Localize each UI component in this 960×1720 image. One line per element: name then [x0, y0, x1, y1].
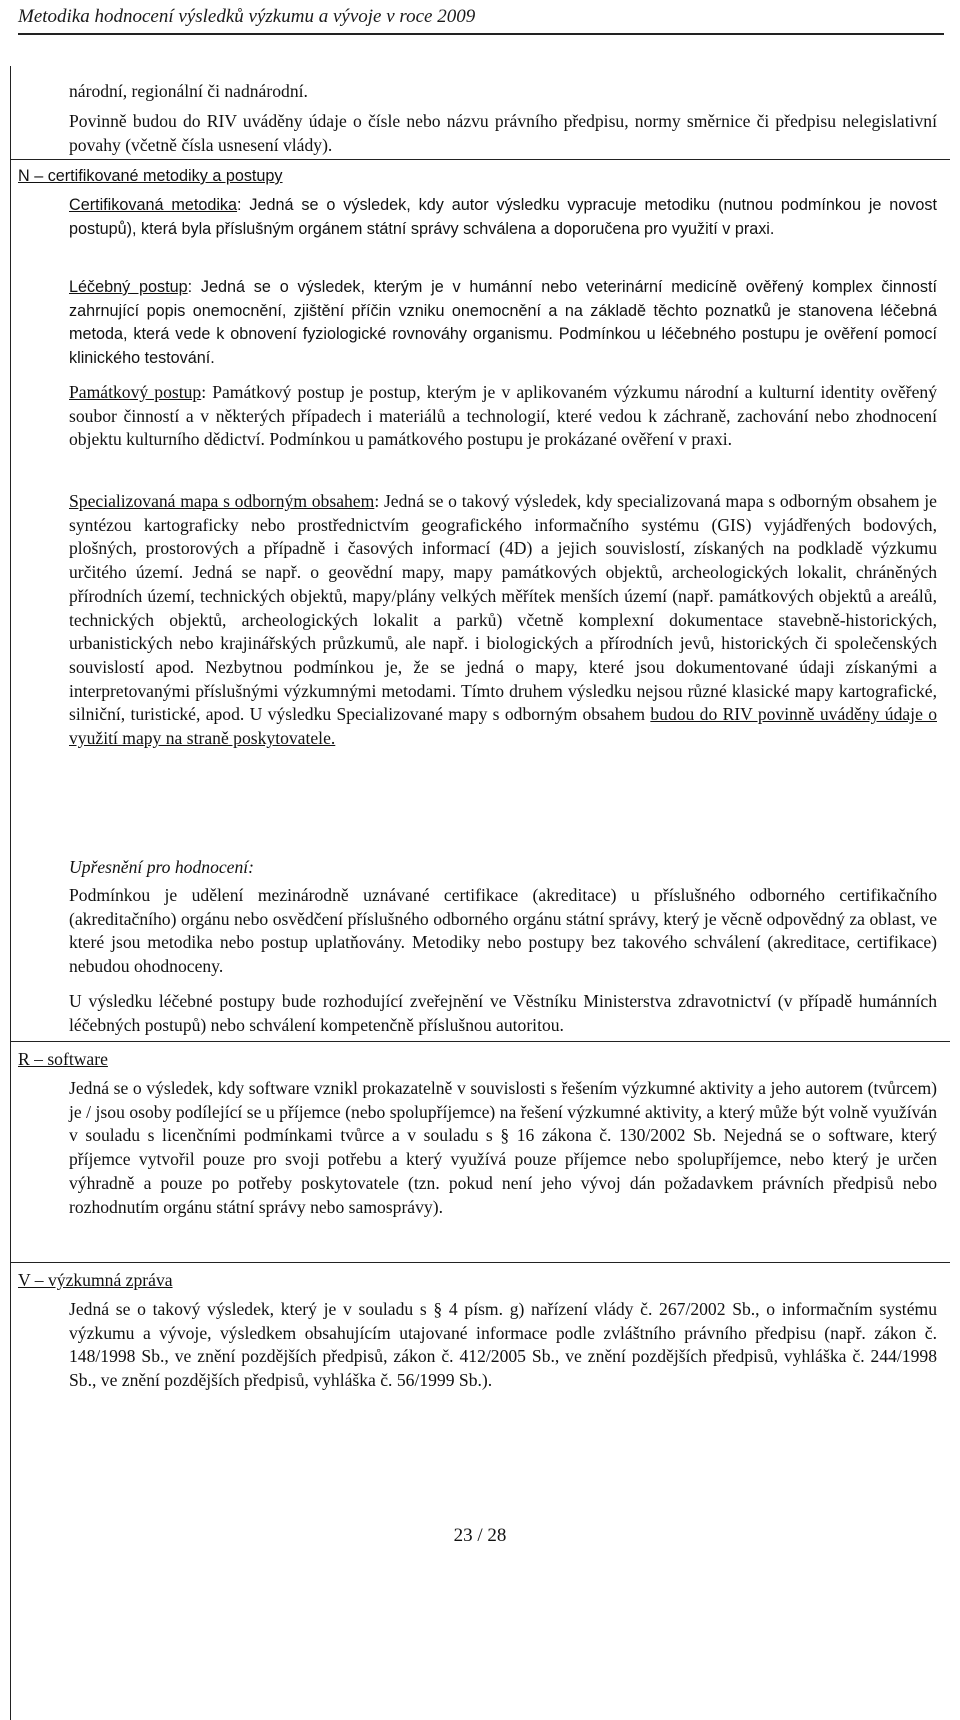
- divider-before-v: [10, 1262, 950, 1263]
- page-number: 23 / 28: [453, 1525, 507, 1546]
- left-frame-rule: [10, 66, 11, 1720]
- upresneni-heading: Upřesnění pro hodnocení:: [69, 857, 255, 877]
- header-title: Metodika hodnocení výsledků výzkumu a vývoje v roce 2009: [18, 6, 476, 27]
- section-r-title: R – software: [18, 1049, 108, 1069]
- section-r-heading: [18, 1047, 944, 1071]
- lecebny-text: : Jedná se o výsledek, kterým je v humánní nebo veterinární medicíně ověřený komplex činností zahrnující popis onemocnění, zjištění příčin vzniku onemocnění a na základě těchto poznatků je stanovena léčebná metoda, která vede k obnovení fyziologické rovnováhy organismu. Podmínkou u léčebného postupu je ověření pomocí klinického testování.: [69, 278, 937, 368]
- metodika-text: : Jedná se o výsledek, kdy autor výsledku vypracuje metodiku (nutnou podmínkou je novost postupů), která byla příslušným orgánem státní správy schválena a doporučena pro využití v praxi.: [69, 196, 937, 238]
- mapa-term: Specializovaná mapa s odborným obsahem: [69, 491, 375, 511]
- pamatkovy-text: : Památkový postup je postup, kterým je v aplikovaném výzkumu národní a kulturní identity ověřený soubor činností a v některých případech i materiálů a technologií, které vedou k záchraně, zachování nebo zhodnocení objektu kulturního dědictví. Podmínkou u památkového postupu je prokázané ověření v praxi.: [69, 382, 938, 450]
- section-n-heading: [18, 164, 944, 188]
- intro-line-1: národní, regionální či nadnárodní.: [69, 81, 308, 101]
- upresneni-paragraph-1: Podmínkou je udělení mezinárodně uznávané certifikace (akreditace) u příslušného odborného certifikačního (akreditačního) orgánu nebo osvědčení příslušného odborného orgánu státní správy, který je věcně odpovědný za oblast, ve které jsou metodika nebo postup uplatňovány. Metodiky nebo postupy bez takového schválení (akreditace, certifikace) nebudou ohodnoceny.: [69, 885, 937, 977]
- section-n-title: N – certifikované metodiky a postupy: [18, 167, 283, 185]
- mapa-tail: budou do RIV povinně uváděny údaje o využití mapy na straně poskytovatele.: [69, 704, 937, 749]
- divider-before-n: [10, 159, 950, 160]
- mapa-text: : Jedná se o takový výsledek, kdy specializovaná mapa s odborným obsahem je syntézou kartograficky nebo prostřednictvím geografického informačního systému (GIS) vyjádřených bodových, plošných, prostorových a případně i časových informací (4D) a jejich souvislostí, získaných na podkladě výzkumu určitého území. Jedná se např. o geovědní mapy, mapy památkových objektů, archeologických lokalit, chráněných přírodních území, technických objektů, mapy/plány velkých měřítek menších území (např. památkových objektů a areálů, technických objektů, archeologických lokalit a parků) včetně komplexní dokumentace stavebně-historických, urbanistických nebo krajinářských průzkumů, ale např. i biologických a přírodních jevů, historických či společenských souvislostí apod. Nezbytnou podmínkou je, že se jedná o mapy, které jsou dokumentované údaji získanými a interpretovanými příslušnými výzkumnými metodami. Tímto druhem výsledku nejsou různé klasické mapy kartografické, silniční, turistické, apod. U výsledku Specializované mapy s odborným obsahem: [69, 491, 937, 725]
- section-v-heading: [18, 1268, 944, 1292]
- mapa-paragraph: [69, 490, 937, 751]
- software-paragraph: Jedná se o výsledek, kdy software vznikl prokazatelně v souvislosti s řešením výzkumné aktivity a jeho autorem (tvůrcem) je / jsou osoby podílející se u příjemce (nebo spolupříjemce) na řešení výzkumné aktivity, a který může být volně využíván v souladu s licenčními podmínkami tvůrce a v souladu s § 16 zákona č. 130/2002 Sb. Nejedná se o software, který příjemce vytvořil pouze pro svoji potřebu a který využívá pouze příjemce nebo spolupříjemce, nebo který je určen výhradně a pouze po potřeby poskytovatele (tzn. pokud není jeho vývoj dán požadavkem právních předpisů nebo rozhodnutím orgánu státní správy nebo samosprávy).: [69, 1078, 937, 1217]
- intro-paragraph: Povinně budou do RIV uváděny údaje o čísle nebo názvu právního předpisu, normy směrnice či předpisu nelegislativní povahy (včetně čísla usnesení vlády).: [69, 111, 937, 155]
- section-v-title: V – výzkumná zpráva: [18, 1270, 173, 1290]
- metodika-paragraph: [69, 194, 937, 241]
- pamatkovy-paragraph: [69, 381, 937, 452]
- pamatkovy-term: Památkový postup: [69, 382, 202, 402]
- metodika-term: Certifikovaná metodika: [69, 196, 238, 214]
- upresneni-paragraph-2: U výsledku léčebné postupy bude rozhodující zveřejnění ve Věstníku Ministerstva zdravotnictví (v případě humánních léčebných postupů) nebo schválení kompetenčně příslušnou autoritou.: [69, 991, 937, 1035]
- lecebny-term: Léčebný postup: [69, 278, 188, 296]
- lecebny-paragraph: [69, 276, 937, 371]
- vyzkumna-zprava-paragraph: Jedná se o takový výsledek, který je v souladu s § 4 písm. g) nařízení vlády č. 267/2002 Sb., o informačním systému výzkumu a vývoje, výsledkem obsahujícím utajované informace podle zvláštního právního předpisu (např. zákon č. 148/1998 Sb., ve znění pozdějších předpisů, zákon č. 412/2005 Sb., ve znění pozdějších předpisů, vyhláška č. 244/1998 Sb., ve znění pozdějších předpisů, vyhláška č. 56/1999 Sb.).: [69, 1299, 937, 1391]
- running-header: [18, 6, 944, 35]
- divider-before-r: [10, 1041, 950, 1042]
